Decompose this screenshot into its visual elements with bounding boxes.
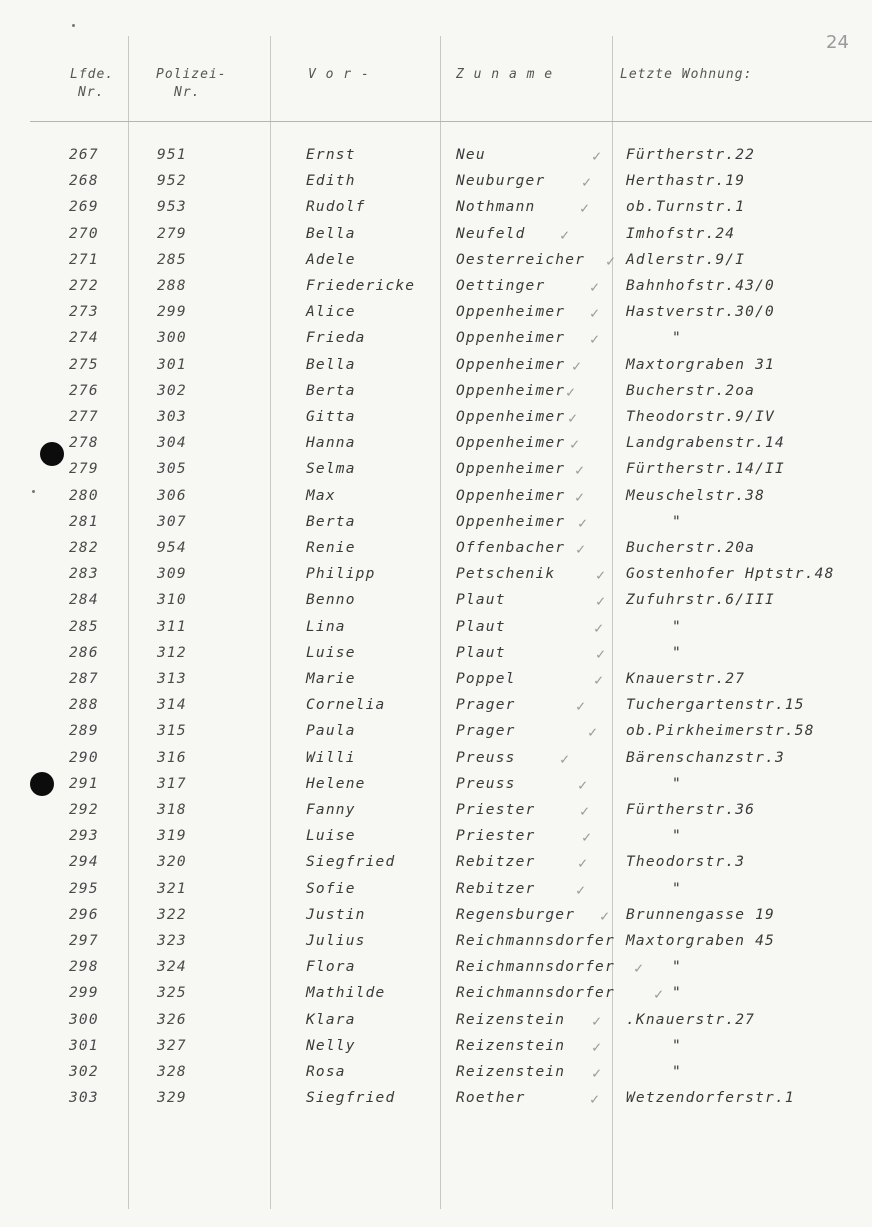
lfd-nr-cell: 287 (69, 671, 99, 687)
vorname-cell: Alice (306, 304, 356, 321)
polizei-nr-cell: 279 (157, 225, 187, 242)
table-row (0, 1009, 872, 1035)
vorname-cell: Cornelia (306, 697, 386, 714)
polizei-nr-cell: 317 (157, 775, 187, 792)
zuname-cell: Neufeld (456, 225, 526, 242)
table-row (0, 1061, 872, 1087)
table-row (0, 904, 872, 930)
vorname-cell: Hanna (306, 435, 356, 452)
polizei-nr-cell: 303 (157, 409, 187, 425)
table-row (0, 589, 872, 615)
check-mark-icon: ✓ (590, 1090, 601, 1109)
table-row (0, 982, 872, 1008)
check-mark-icon: ✓ (566, 382, 577, 401)
wohnung-cell: Theodorstr.9/IV (626, 409, 775, 425)
wohnung-cell: " (672, 618, 682, 635)
check-mark-icon: ✓ (580, 199, 591, 218)
lfd-nr-cell: 276 (69, 382, 99, 399)
vorname-cell: Paula (306, 723, 356, 740)
wohnung-cell: " (672, 828, 682, 845)
wohnung-cell: " (672, 513, 682, 530)
polizei-nr-cell: 326 (157, 1011, 187, 1028)
lfd-nr-cell: 303 (69, 1090, 99, 1107)
zuname-cell: Reichmannsdorfer (456, 959, 615, 976)
lfd-nr-cell: 300 (69, 1011, 99, 1028)
lfd-nr-cell: 272 (69, 278, 99, 294)
vorname-cell: Max (306, 487, 336, 504)
table-row (0, 406, 872, 432)
check-mark-icon: ✓ (588, 723, 599, 742)
polizei-nr-cell: 305 (157, 461, 187, 478)
check-mark-icon: ✓ (594, 671, 605, 689)
vorname-cell: Nelly (306, 1037, 356, 1054)
lfd-nr-cell: 301 (69, 1037, 99, 1054)
zuname-cell: Priester (456, 802, 536, 818)
lfd-nr-cell: 271 (69, 251, 99, 268)
wohnung-cell: Fürtherstr.36 (626, 802, 756, 818)
wohnung-cell: Herthastr.19 (626, 173, 746, 190)
zuname-cell: Plaut (456, 644, 506, 661)
vorname-cell: Flora (306, 959, 356, 976)
lfd-nr-cell: 299 (69, 985, 99, 1002)
lfd-nr-cell: 292 (69, 802, 99, 818)
check-mark-icon: ✓ (592, 1037, 603, 1056)
wohnung-cell: Maxtorgraben 31 (626, 356, 775, 373)
polizei-nr-cell: 951 (157, 147, 187, 163)
polizei-nr-cell: 329 (157, 1090, 187, 1107)
check-mark-icon: ✓ (592, 1064, 603, 1082)
wohnung-cell: Bucherstr.20a (626, 540, 756, 556)
zuname-cell: Oppenheimer (456, 330, 566, 347)
check-mark-icon: ✓ (596, 592, 607, 611)
zuname-cell: Rebitzer (456, 854, 536, 871)
table-row (0, 1035, 872, 1061)
table-row (0, 642, 872, 668)
wohnung-cell: Landgrabenstr.14 (626, 435, 785, 452)
lfd-nr-cell: 280 (69, 487, 99, 504)
wohnung-cell: Tuchergartenstr.15 (626, 697, 805, 714)
vorname-cell: Frieda (306, 330, 366, 347)
table-row (0, 511, 872, 537)
check-mark-icon: ✓ (578, 854, 589, 873)
vorname-cell: Gitta (306, 409, 356, 425)
check-mark-icon: ✓ (606, 251, 617, 270)
zuname-cell: Nothmann (456, 199, 536, 216)
zuname-cell: Reizenstein (456, 1037, 566, 1054)
wohnung-cell: " (672, 330, 682, 347)
table-row (0, 668, 872, 694)
check-mark-icon: ✓ (575, 487, 586, 506)
check-mark-icon: ✓ (572, 356, 583, 375)
table-row (0, 354, 872, 380)
vorname-cell: Rudolf (306, 199, 366, 216)
wohnung-cell: Bucherstr.2oa (626, 382, 756, 399)
check-mark-icon: ✓ (596, 644, 607, 663)
table-row (0, 1087, 872, 1113)
lfd-nr-cell: 283 (69, 566, 99, 583)
zuname-cell: Preuss (456, 775, 516, 792)
vorname-cell: Bella (306, 225, 356, 242)
polizei-nr-cell: 318 (157, 802, 187, 818)
vorname-cell: Bella (306, 356, 356, 373)
table-row (0, 851, 872, 877)
wohnung-cell: " (672, 1064, 682, 1080)
table-row (0, 275, 872, 301)
check-mark-icon: ✓ (592, 1011, 603, 1030)
polizei-nr-cell: 299 (157, 304, 187, 321)
wohnung-cell: Hastverstr.30/0 (626, 304, 775, 321)
table-row (0, 327, 872, 353)
vorname-cell: Justin (306, 906, 366, 923)
zuname-cell: Oppenheimer (456, 382, 566, 399)
polizei-nr-cell: 300 (157, 330, 187, 347)
polizei-nr-cell: 288 (157, 278, 187, 294)
header-lfd-nr: Lfde. Nr. (70, 67, 115, 100)
lfd-nr-cell: 279 (69, 461, 99, 478)
polizei-nr-cell: 316 (157, 749, 187, 766)
polizei-nr-cell: 314 (157, 697, 187, 714)
zuname-cell: Roether (456, 1090, 526, 1107)
check-mark-icon: ✓ (576, 540, 587, 558)
lfd-nr-cell: 296 (69, 906, 99, 923)
polizei-nr-cell: 324 (157, 959, 187, 976)
zuname-cell: Neuburger (456, 173, 546, 190)
vorname-cell: Berta (306, 513, 356, 530)
zuname-cell: Plaut (456, 592, 506, 609)
polizei-nr-cell: 310 (157, 592, 187, 609)
lfd-nr-cell: 277 (69, 409, 99, 425)
zuname-cell: Reizenstein (456, 1011, 566, 1028)
vorname-cell: Siegfried (306, 1090, 396, 1107)
check-mark-icon: ✓ (560, 225, 571, 244)
check-mark-icon: ✓ (582, 173, 593, 192)
wohnung-cell: Maxtorgraben 45 (626, 933, 775, 949)
vorname-cell: Renie (306, 540, 356, 556)
vorname-cell: Lina (306, 618, 346, 635)
table-row (0, 956, 872, 982)
wohnung-cell: Gostenhofer Hptstr.48 (626, 566, 835, 583)
polizei-nr-cell: 301 (157, 356, 187, 373)
table-row (0, 563, 872, 589)
table-row (0, 773, 872, 799)
vorname-cell: Luise (306, 644, 356, 661)
check-mark-icon: ✓ (580, 802, 591, 820)
polizei-nr-cell: 311 (157, 618, 187, 635)
lfd-nr-cell: 267 (69, 147, 99, 163)
zuname-cell: Regensburger (456, 906, 576, 923)
ink-speck (72, 24, 75, 27)
vorname-cell: Berta (306, 382, 356, 399)
zuname-cell: Oppenheimer (456, 356, 566, 373)
zuname-cell: Priester (456, 828, 536, 845)
lfd-nr-cell: 290 (69, 749, 99, 766)
check-mark-icon: ✓ (568, 409, 579, 427)
zuname-cell: Neu (456, 147, 486, 163)
zuname-cell: Plaut (456, 618, 506, 635)
vorname-cell: Benno (306, 592, 356, 609)
wohnung-cell: Zufuhrstr.6/III (626, 592, 775, 609)
lfd-nr-cell: 294 (69, 854, 99, 871)
zuname-cell: Oesterreicher (456, 251, 586, 268)
lfd-nr-cell: 269 (69, 199, 99, 216)
vorname-cell: Luise (306, 828, 356, 845)
lfd-nr-cell: 268 (69, 173, 99, 190)
zuname-cell: Prager (456, 723, 516, 740)
table-row (0, 196, 872, 222)
check-mark-icon: ✓ (582, 828, 593, 847)
vorname-cell: Fanny (306, 802, 356, 818)
table-row (0, 223, 872, 249)
table-row (0, 878, 872, 904)
lfd-nr-cell: 293 (69, 828, 99, 845)
zuname-cell: Poppel (456, 671, 516, 687)
polizei-nr-cell: 304 (157, 435, 187, 452)
check-mark-icon: ✓ (578, 775, 589, 794)
vorname-cell: Selma (306, 461, 356, 478)
polizei-nr-cell: 306 (157, 487, 187, 504)
table-row (0, 249, 872, 275)
lfd-nr-cell: 286 (69, 644, 99, 661)
wohnung-cell: Theodorstr.3 (626, 854, 746, 871)
zuname-cell: Rebitzer (456, 880, 536, 897)
vorname-cell: Adele (306, 251, 356, 268)
wohnung-cell: Fürtherstr.14/II (626, 461, 785, 478)
wohnung-cell: " (672, 775, 682, 792)
lfd-nr-cell: 274 (69, 330, 99, 347)
polizei-nr-cell: 321 (157, 880, 187, 897)
check-mark-icon: ✓ (594, 618, 605, 637)
lfd-nr-cell: 295 (69, 880, 99, 897)
page-number: 24 (826, 32, 849, 53)
wohnung-cell: Meuschelstr.38 (626, 487, 766, 504)
table-row (0, 485, 872, 511)
zuname-cell: Offenbacher (456, 540, 566, 556)
lfd-nr-cell: 288 (69, 697, 99, 714)
vorname-cell: Klara (306, 1011, 356, 1028)
vorname-cell: Julius (306, 933, 366, 949)
polizei-nr-cell: 309 (157, 566, 187, 583)
vorname-cell: Rosa (306, 1064, 346, 1080)
wohnung-cell: Bärenschanzstr.3 (626, 749, 785, 766)
lfd-nr-cell: 270 (69, 225, 99, 242)
vorname-cell: Willi (306, 749, 356, 766)
vorname-cell: Friedericke (306, 278, 416, 294)
polizei-nr-cell: 952 (157, 173, 187, 190)
check-mark-icon: ✓ (576, 880, 587, 899)
zuname-cell: Oettinger (456, 278, 546, 294)
check-mark-icon: ✓ (600, 906, 611, 925)
polizei-nr-cell: 312 (157, 644, 187, 661)
zuname-cell: Oppenheimer (456, 435, 566, 452)
lfd-nr-cell: 291 (69, 775, 99, 792)
wohnung-cell: Bahnhofstr.43/0 (626, 278, 775, 294)
vorname-cell: Mathilde (306, 985, 386, 1002)
zuname-cell: Reizenstein (456, 1064, 566, 1080)
polizei-nr-cell: 320 (157, 854, 187, 871)
wohnung-cell: Adlerstr.9/I (626, 251, 746, 268)
lfd-nr-cell: 275 (69, 356, 99, 373)
vorname-cell: Marie (306, 671, 356, 687)
table-row (0, 825, 872, 851)
polizei-nr-cell: 315 (157, 723, 187, 740)
wohnung-cell: " (672, 880, 682, 897)
vorname-cell: Philipp (306, 566, 376, 583)
polizei-nr-cell: 323 (157, 933, 187, 949)
wohnung-cell: " (672, 985, 682, 1002)
wohnung-cell: Wetzendorferstr.1 (626, 1090, 795, 1107)
table-row (0, 458, 872, 484)
polizei-nr-cell: 327 (157, 1037, 187, 1054)
lfd-nr-cell: 297 (69, 933, 99, 949)
zuname-cell: Oppenheimer (456, 461, 566, 478)
table-row (0, 170, 872, 196)
table-row (0, 799, 872, 825)
check-mark-icon: ✓ (634, 959, 645, 978)
wohnung-cell: " (672, 1037, 682, 1054)
lfd-nr-cell: 284 (69, 592, 99, 609)
vorname-cell: Sofie (306, 880, 356, 897)
wohnung-cell: .Knauerstr.27 (626, 1011, 756, 1028)
table-row (0, 537, 872, 563)
wohnung-cell: ob.Turnstr.1 (626, 199, 746, 216)
polizei-nr-cell: 302 (157, 382, 187, 399)
polizei-nr-cell: 325 (157, 985, 187, 1002)
zuname-cell: Preuss (456, 749, 516, 766)
zuname-cell: Reichmannsdorfer (456, 933, 615, 949)
polizei-nr-cell: 953 (157, 199, 187, 216)
zuname-cell: Petschenik (456, 566, 556, 583)
table-row (0, 616, 872, 642)
header-zuname: Z u n a m e (456, 67, 554, 82)
zuname-cell: Prager (456, 697, 516, 714)
lfd-nr-cell: 282 (69, 540, 99, 556)
vorname-cell: Helene (306, 775, 366, 792)
lfd-nr-cell: 281 (69, 513, 99, 530)
header-letzte-wohnung: Letzte Wohnung: (620, 67, 753, 82)
header-vorname: V o r - (308, 67, 370, 82)
polizei-nr-cell: 313 (157, 671, 187, 687)
wohnung-cell: Knauerstr.27 (626, 671, 746, 687)
check-mark-icon: ✓ (590, 278, 601, 296)
check-mark-icon: ✓ (590, 304, 601, 323)
polizei-nr-cell: 319 (157, 828, 187, 845)
zuname-cell: Oppenheimer (456, 487, 566, 504)
vorname-cell: Ernst (306, 147, 356, 163)
vorname-cell: Edith (306, 173, 356, 190)
header-polizei-nr: Polizei- Nr. (156, 67, 227, 100)
polizei-nr-cell: 322 (157, 906, 187, 923)
lfd-nr-cell: 298 (69, 959, 99, 976)
table-row (0, 747, 872, 773)
wohnung-cell: ob.Pirkheimerstr.58 (626, 723, 815, 740)
table-row (0, 432, 872, 458)
header-rule (30, 121, 872, 122)
wohnung-cell: Fürtherstr.22 (626, 147, 756, 163)
lfd-nr-cell: 285 (69, 618, 99, 635)
table-row (0, 930, 872, 956)
table-row (0, 380, 872, 406)
wohnung-cell: " (672, 959, 682, 976)
check-mark-icon: ✓ (570, 435, 581, 454)
lfd-nr-cell: 289 (69, 723, 99, 740)
polizei-nr-cell: 285 (157, 251, 187, 268)
lfd-nr-cell: 273 (69, 304, 99, 321)
zuname-cell: Reichmannsdorfer (456, 985, 615, 1002)
table-row (0, 301, 872, 327)
vorname-cell: Siegfried (306, 854, 396, 871)
check-mark-icon: ✓ (560, 749, 571, 768)
polizei-nr-cell: 328 (157, 1064, 187, 1080)
check-mark-icon: ✓ (592, 147, 603, 165)
lfd-nr-cell: 278 (69, 435, 99, 452)
check-mark-icon: ✓ (575, 461, 586, 480)
wohnung-cell: " (672, 644, 682, 661)
check-mark-icon: ✓ (596, 566, 607, 585)
check-mark-icon: ✓ (654, 985, 665, 1004)
zuname-cell: Oppenheimer (456, 304, 566, 321)
polizei-nr-cell: 954 (157, 540, 187, 556)
zuname-cell: Oppenheimer (456, 409, 566, 425)
check-mark-icon: ✓ (576, 697, 587, 716)
table-row (0, 694, 872, 720)
table-row (0, 144, 872, 170)
check-mark-icon: ✓ (590, 330, 601, 349)
wohnung-cell: Imhofstr.24 (626, 225, 736, 242)
table-row (0, 720, 872, 746)
polizei-nr-cell: 307 (157, 513, 187, 530)
wohnung-cell: Brunnengasse 19 (626, 906, 775, 923)
lfd-nr-cell: 302 (69, 1064, 99, 1080)
zuname-cell: Oppenheimer (456, 513, 566, 530)
check-mark-icon: ✓ (578, 513, 589, 532)
